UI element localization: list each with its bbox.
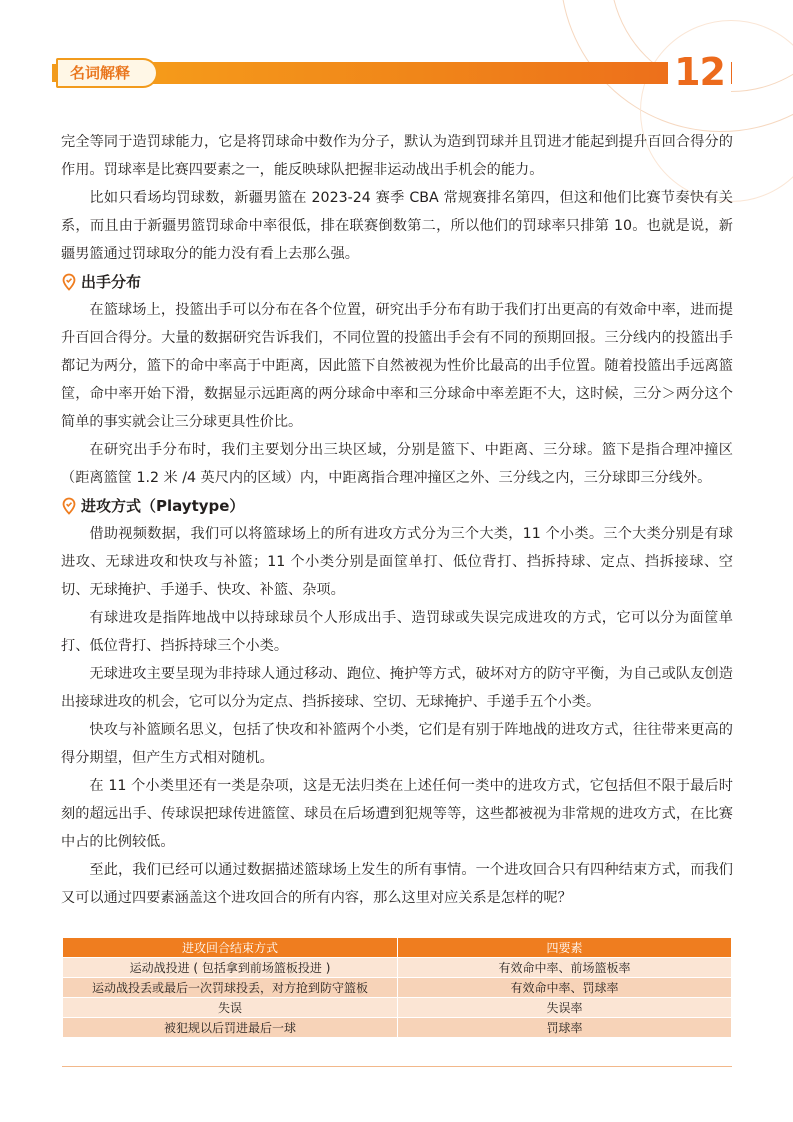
location-pin-icon bbox=[61, 497, 77, 515]
table-cell: 有效命中率、罚球率 bbox=[398, 978, 732, 998]
section-label: 名词解释 bbox=[56, 58, 158, 88]
section-title: 进攻方式（Playtype） bbox=[81, 497, 245, 515]
possession-outcome-table bbox=[62, 937, 732, 1038]
paragraph: 比如只看场均罚球数，新疆男篮在 2023-24 赛季 CBA 常规赛排名第四，但这和他们比赛节奏快有关系，而且由于新疆男篮罚球命中率很低，排在联赛倒数第二，所以他们的罚球率只排第 10。也就是说，新疆男篮通过罚球取分的能力没有看上去那么强。 bbox=[61, 190, 733, 262]
section-title: 出手分布 bbox=[81, 273, 142, 291]
table-cell: 失误率 bbox=[398, 998, 732, 1018]
section-heading-shot-distribution bbox=[61, 268, 733, 296]
main-content bbox=[61, 128, 733, 912]
paragraph: 在篮球场上，投篮出手可以分布在各个位置，研究出手分布有助于我们打出更高的有效命中率，进而提升百回合得分。大量的数据研究告诉我们，不同位置的投篮出手会有不同的预期回报。三分线内的投篮出手都记为两分，篮下的命中率高于中距离，因此篮下自然被视为性价比最高的出手位置。随着投篮出手远离篮筐，命中率开始下滑，数据显示远距离的两分球命中率和三分球命中率差距不大，这时候，三分＞两分这个简单的事实就会让三分球更具性价比。 bbox=[61, 302, 733, 430]
table-cell: 运动战投丢或最后一次罚球投丢，对方抢到防守篮板 bbox=[63, 978, 398, 998]
table-header-row bbox=[63, 938, 732, 958]
table-row bbox=[63, 958, 732, 978]
footer-divider bbox=[62, 1066, 732, 1067]
paragraph: 在 11 个小类里还有一类是杂项，这是无法归类在上述任何一类中的进攻方式，它包括但不限于最后时刻的超远出手、传球误把球传进篮筐、球员在后场遭到犯规等等，这些都被视为非常规的进攻方式，在比赛中占的比例较低。 bbox=[61, 778, 733, 850]
location-pin-icon bbox=[61, 273, 77, 291]
table-row bbox=[63, 978, 732, 998]
table-row bbox=[63, 1018, 732, 1038]
paragraph: 借助视频数据，我们可以将篮球场上的所有进攻方式分为三个大类，11 个小类。三个大类分别是有球进攻、无球进攻和快攻与补篮；11 个小类分别是面筐单打、低位背打、挡拆持球、定点、挡拆接球、空切、无球掩护、手递手、快攻、补篮、杂项。 bbox=[61, 526, 733, 598]
paragraph: 无球进攻主要呈现为非持球人通过移动、跑位、掩护等方式，破坏对方的防守平衡，为自己或队友创造出接球进攻的机会，它可以分为定点、挡拆接球、空切、无球掩护、手递手五个小类。 bbox=[61, 666, 733, 710]
table-cell: 运动战投进 ( 包括拿到前场篮板投进 ) bbox=[63, 958, 398, 978]
table-cell: 被犯规以后罚进最后一球 bbox=[63, 1018, 398, 1038]
paragraph: 有球进攻是指阵地战中以持球球员个人形成出手、造罚球或失误完成进攻的方式，它可以分为面筐单打、低位背打、挡拆持球三个小类。 bbox=[61, 610, 733, 654]
paragraph: 完全等同于造罚球能力，它是将罚球命中数作为分子，默认为造到罚球并且罚进才能起到提升百回合得分的作用。罚球率是比赛四要素之一，能反映球队把握非运动战出手机会的能力。 bbox=[61, 134, 733, 178]
page-number: 12 bbox=[668, 50, 731, 94]
section-heading-playtype bbox=[61, 492, 733, 520]
table-row bbox=[63, 998, 732, 1018]
table-cell: 罚球率 bbox=[398, 1018, 732, 1038]
paragraph: 快攻与补篮顾名思义，包括了快攻和补篮两个小类，它们是有别于阵地战的进攻方式，往往带来更高的得分期望，但产生方式相对随机。 bbox=[61, 722, 733, 766]
table-header-cell: 四要素 bbox=[398, 938, 732, 958]
table-header-cell: 进攻回合结束方式 bbox=[63, 938, 398, 958]
paragraph: 至此，我们已经可以通过数据描述篮球场上发生的所有事情。一个进攻回合只有四种结束方式，而我们又可以通过四要素涵盖这个进攻回合的所有内容，那么这里对应关系是怎样的呢？ bbox=[61, 862, 733, 906]
table-cell: 失误 bbox=[63, 998, 398, 1018]
table-cell: 有效命中率、前场篮板率 bbox=[398, 958, 732, 978]
paragraph: 在研究出手分布时，我们主要划分出三块区域，分别是篮下、中距离、三分球。篮下是指合理冲撞区（距离篮筐 1.2 米 /4 英尺内的区域）内，中距离指合理冲撞区之外、三分线之内，三分球即三分线外。 bbox=[61, 442, 733, 486]
